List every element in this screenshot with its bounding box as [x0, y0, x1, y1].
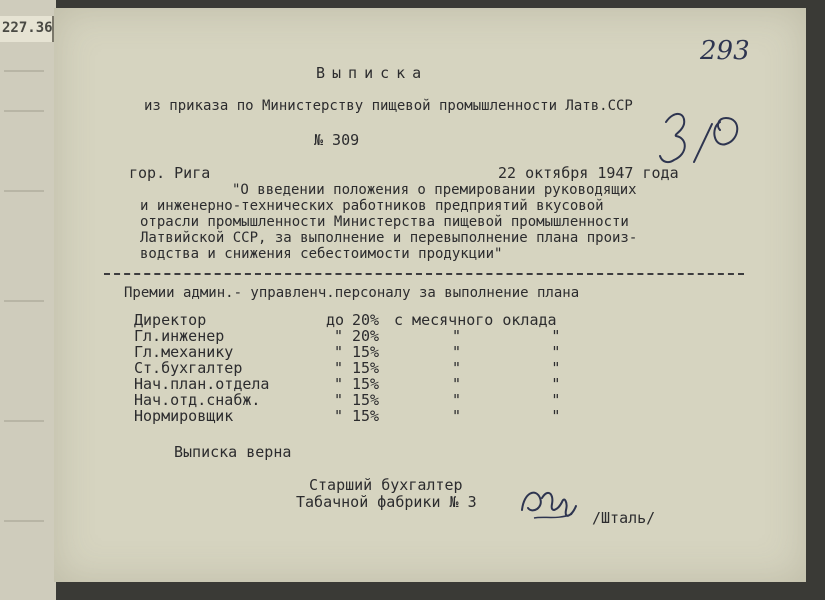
subject-line: Латвийской ССР, за выполнение и перевыполнение плана произ- [140, 230, 638, 246]
separator-dashes [104, 273, 744, 275]
rate: 20% [352, 311, 380, 329]
rate-prefix: до [326, 311, 345, 329]
rate-suffix: " " [452, 327, 561, 345]
order-date: 22 октября 1947 года [498, 164, 679, 182]
document-title: Выписка [316, 64, 429, 82]
city: гор. Рига [129, 164, 211, 182]
certification: Выписка верна [174, 443, 292, 461]
ghost-line [4, 110, 44, 112]
rate-prefix: " [334, 343, 344, 361]
rate: 20% [352, 327, 380, 345]
document-page [54, 8, 806, 582]
rate: 15% [352, 391, 380, 409]
signatory-name: /Шталь/ [592, 509, 656, 527]
ghost-line [4, 300, 44, 302]
signatory-title: Старший бухгалтер [309, 476, 463, 494]
position: Гл.инженер [134, 327, 225, 345]
rate-prefix: " [334, 327, 344, 345]
document-subtitle: из приказа по Министерству пищевой промышленности Латв.ССР [144, 98, 633, 114]
handwritten-page-number: 293 [700, 36, 750, 66]
signatory-organization: Табачной фабрики № 3 [296, 493, 477, 511]
ghost-line [4, 190, 44, 192]
position: Гл.механику [134, 343, 234, 361]
position: Нач.план.отдела [134, 375, 270, 393]
archive-number: 227.36 [2, 20, 53, 36]
subject-line: и инженерно-технических работников предприятий вкусовой [140, 198, 604, 214]
ghost-line [4, 70, 44, 72]
rate: 15% [352, 407, 380, 425]
order-number: № 309 [314, 131, 360, 149]
premium-heading: Премии админ.- управленч.персоналу за выполнение плана [124, 285, 580, 301]
position: Нормировщик [134, 407, 234, 425]
rate: 15% [352, 343, 380, 361]
subject-line: отрасли промышленности Министерства пищевой промышленности [140, 214, 629, 230]
rate: 15% [352, 375, 380, 393]
rate-suffix: " " [452, 359, 561, 377]
rate-suffix: " " [452, 407, 561, 425]
rate-prefix: " [334, 359, 344, 377]
rate-suffix: " " [452, 375, 561, 393]
rate-prefix: " [334, 407, 344, 425]
position: Директор [134, 311, 207, 329]
rate-prefix: " [334, 391, 344, 409]
position: Нач.отд.снабж. [134, 391, 261, 409]
position: Ст.бухгалтер [134, 359, 243, 377]
handwritten-margin-note [654, 104, 750, 180]
ghost-line [4, 420, 44, 422]
rate-prefix: " [334, 375, 344, 393]
rate-suffix: с месячного оклада [394, 311, 557, 329]
rate: 15% [352, 359, 380, 377]
adjacent-page-strip [0, 0, 56, 600]
subject-line: "О введении положения о премировании руководящих [232, 182, 637, 198]
rate-suffix: " " [452, 343, 561, 361]
rate-suffix: " " [452, 391, 561, 409]
signature-image [514, 480, 584, 534]
subject-line: водства и снижения себестоимости продукции" [140, 246, 503, 262]
ghost-line [4, 520, 44, 522]
